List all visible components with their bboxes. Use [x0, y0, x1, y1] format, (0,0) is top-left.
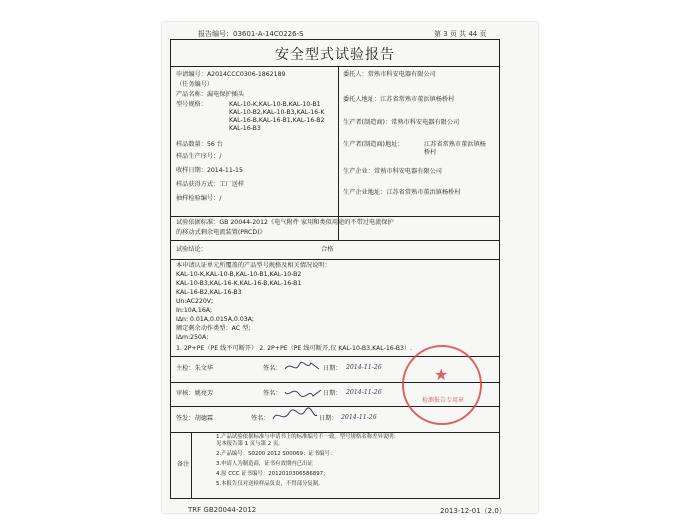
client-address: 江苏省常熟市董浜镇杨桥村 — [380, 96, 455, 103]
sampling-no-label: 抽样检验编号： — [176, 195, 220, 202]
basis-line-1: GB 20044-2012《电气附件 家用和类似用途的不带过电流保护 — [219, 219, 394, 226]
reviewer-date: 2014-11-26 — [346, 389, 382, 396]
task-no-label: （任务编号） — [176, 81, 214, 88]
serial: / — [219, 153, 222, 160]
inspector-name: 朱文华 — [194, 365, 214, 372]
product-name-label: 产品名称： — [176, 91, 207, 98]
reviewer-sign-label: 签名： — [263, 390, 282, 397]
client: 常熟市科安电器有限公司 — [367, 71, 436, 78]
note-line-2: 见本报告第 1 页与第 2 页。 — [216, 441, 284, 447]
quantity: 56 台 — [206, 141, 223, 148]
inspector-date: 2014-11-26 — [346, 364, 382, 371]
description-line-9: 1. 2P+PE（PE 线不可断开） 2. 2P+PE（PE 线可断开,仅 KAL-10-B3,KAL-16-B3）. — [176, 345, 413, 352]
received-date: 2014-11-15 — [206, 167, 243, 174]
description-line-7: 额定剩余动作类型：AC 型; — [176, 325, 251, 332]
inspection-stamp — [402, 345, 482, 425]
reviewer-label: 审核： — [176, 390, 195, 397]
issuer-date-label: 日期： — [319, 415, 338, 422]
report-frame — [170, 39, 500, 499]
received-date-label: 收样日期： — [176, 167, 207, 174]
basis-line-2: 的移动式剩余电流装置(PRCD)》 — [176, 229, 266, 236]
product-name: 漏电保护插头 — [206, 91, 245, 98]
description-line-3: KAL-16-B2,KAL-16-B3 — [176, 289, 242, 296]
factory-address-label: 生产企业地址： — [343, 189, 387, 196]
model-label: 型号规格： — [176, 101, 207, 108]
note-line-5: 4.原 CCC 证书编号：2012010306586897； — [216, 471, 329, 477]
reviewer-signature — [283, 384, 323, 400]
note-line-3: 2.产品编号：S0200 2012 S00069；证书编号： — [216, 451, 336, 457]
footer-version: 2013-12-01（2.0） — [440, 507, 506, 515]
conclusion-label: 试验结论： — [176, 246, 207, 253]
stamp-star-icon: ★ — [434, 365, 449, 384]
model-line-2: KAL-10-B2,KAL-10-B3,KAL-16-K — [229, 109, 325, 116]
stamp-text: 检测报告专用章 — [421, 397, 464, 404]
inspector-sign-label: 签名： — [263, 365, 282, 372]
page-number: 第 3 页 共 44 页 — [434, 30, 487, 38]
maker: 常熟市科安电器有限公司 — [391, 119, 460, 126]
sample-method-label: 样品获得方式： — [176, 181, 220, 188]
inspector-label: 主检： — [176, 365, 195, 372]
maker-label: 生产者(制造商)： — [343, 119, 392, 126]
sampling-no: / — [219, 195, 222, 202]
model-line-3: KAL-16-B,KAL-16-B1,KAL-16-B2 — [229, 117, 325, 124]
description-line-4: Un:AC220V; — [176, 298, 214, 305]
description-line-2: KAL-10-B3,KAL-16-K,KAL-16-B,KAL-16-B1 — [176, 280, 302, 287]
sample-method: 工厂送样 — [219, 181, 245, 188]
application-no: A2014CCC0306-1862189 — [206, 71, 286, 78]
client-address-label: 委托人地址： — [343, 96, 381, 103]
conclusion: 合格 — [321, 246, 334, 253]
issuer-date: 2014-11-26 — [341, 414, 377, 421]
basis-label: 试验依据标准： — [176, 219, 220, 226]
maker-address-label: 生产者(制造商)地址： — [343, 141, 404, 148]
description-line-1: KAL-10-K,KAL-10-B,KAL-10-B1,KAL-10-B2 — [176, 271, 302, 278]
note-line-6: 5.本报告仅对送检样品负责，不得部分复制。 — [216, 481, 324, 487]
description-line-6: IΔn: 0.01A,0.015A,0.03A; — [176, 316, 255, 323]
note-line-4: 3.申请人为制造商，证书有效期内已出证 — [216, 461, 313, 467]
description-line-5: In:10A,16A; — [176, 307, 213, 314]
factory-label: 生产企业： — [343, 168, 374, 175]
issuer-sign-label: 签名： — [251, 415, 270, 422]
factory-address: 江苏省常熟市董浜镇杨桥村 — [386, 189, 461, 196]
notes-label: 备注 — [177, 461, 190, 468]
model-line-4: KAL-16-B3 — [229, 125, 261, 132]
description-line-8: IΔm:250A; — [176, 334, 209, 341]
serial-label: 样品生产序号： — [176, 153, 220, 160]
maker-address-line-2: 桥村 — [424, 149, 437, 156]
report-number: 报告编号：03601-A-14C0226-S — [198, 30, 304, 38]
reviewer-name: 姚亮芳 — [194, 390, 214, 397]
description-title: 本申请认证单元所覆盖的产品型号规格及相关情况说明： — [176, 262, 331, 269]
application-no-label: 申请编号： — [176, 71, 207, 78]
model-line-1: KAL-10-K,KAL-10-B,KAL-10-B1 — [229, 101, 321, 108]
factory: 常熟市科安电器有限公司 — [373, 168, 442, 175]
maker-address-line-1: 江苏省常熟市董浜镇杨 — [424, 141, 486, 148]
issuer-signature — [271, 407, 319, 425]
footer-form-code: TRF GB20044-2012 — [188, 506, 257, 514]
reviewer-date-label: 日期： — [323, 390, 342, 397]
inspector-date-label: 日期： — [323, 365, 342, 372]
quantity-label: 样品数量： — [176, 141, 207, 148]
issuer-label: 签发： — [176, 415, 195, 422]
inspector-signature — [283, 359, 323, 375]
report-title: 安全型式试验报告 — [275, 47, 395, 63]
issuer-name: 胡德霖 — [194, 415, 214, 422]
note-line-1: 1.产品试验依据标准与申请书上的标准编号不一致。型号规格名称差异说明： — [216, 434, 400, 440]
client-label: 委托人： — [343, 71, 368, 78]
